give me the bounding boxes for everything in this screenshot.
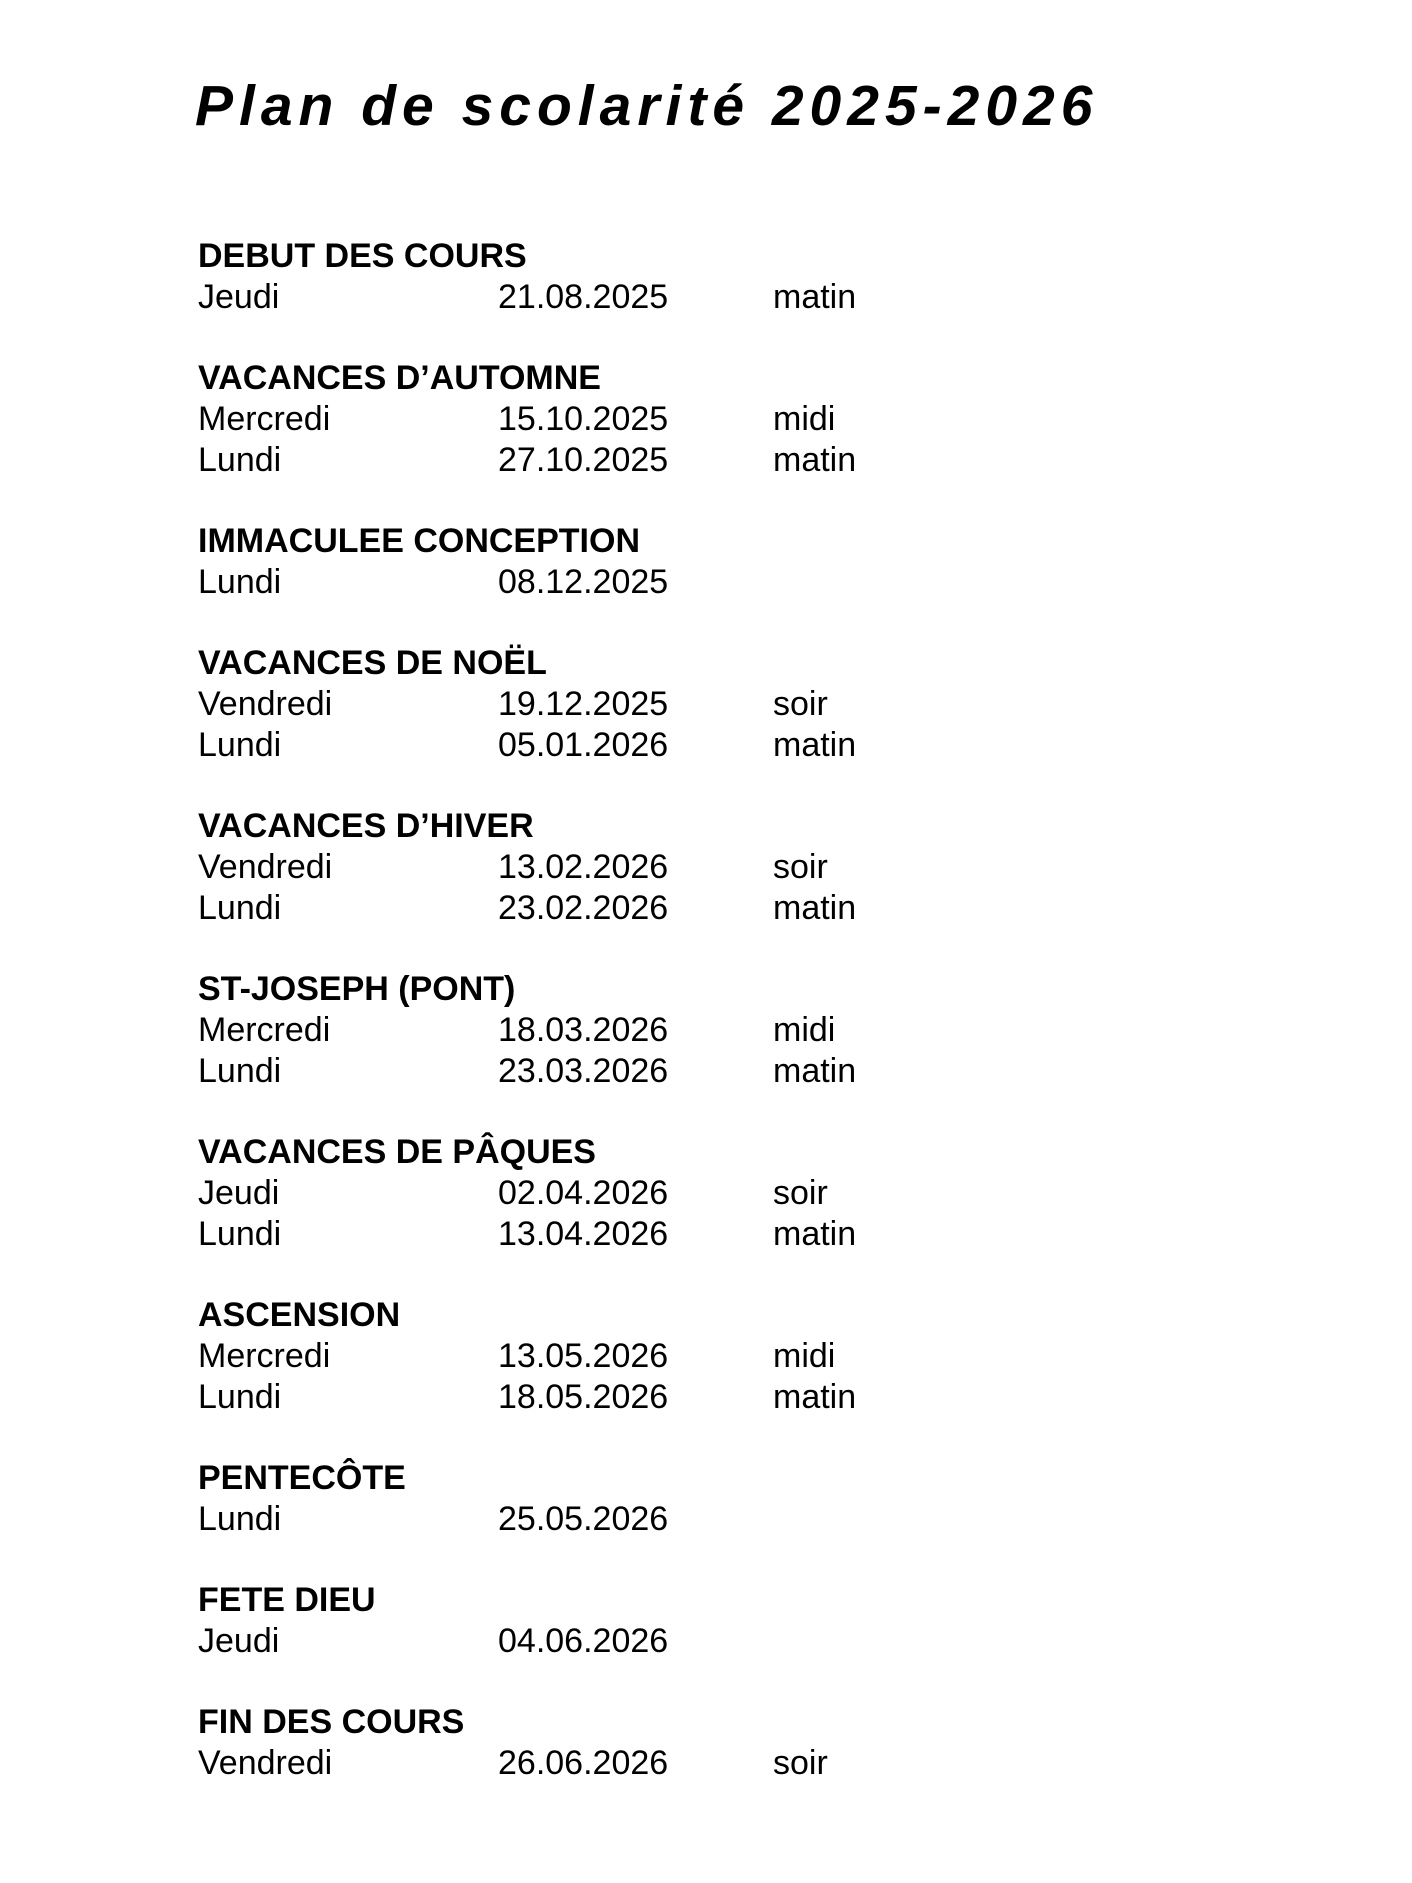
schedule-entry [198,562,1098,603]
schedule-entry [198,277,1098,318]
entry-day: Lundi [198,726,282,764]
entry-date: 27.10.2025 [498,441,669,479]
entry-day: Lundi [198,441,282,479]
entry-date: 23.02.2026 [498,889,669,927]
schedule-section [198,1458,1098,1540]
entry-date: 26.06.2026 [498,1744,669,1782]
entry-date: 23.03.2026 [498,1052,669,1090]
entry-day: Mercredi [198,1011,331,1049]
entry-date: 02.04.2026 [498,1174,669,1212]
schedule-entry [198,399,1098,440]
schedule-section [198,806,1098,929]
entry-date: 15.10.2025 [498,400,669,438]
schedule-entry [198,1336,1098,1377]
entry-date: 21.08.2025 [498,278,669,316]
section-heading: VACANCES D’HIVER [198,807,534,845]
entry-day: Mercredi [198,1337,331,1375]
schedule-entry [198,1499,1098,1540]
entry-day: Vendredi [198,685,333,723]
schedule-section [198,1295,1098,1418]
section-heading: FETE DIEU [198,1581,376,1619]
schedule-entry [198,1743,1098,1784]
entry-day: Mercredi [198,400,331,438]
schedule-entry [198,684,1098,725]
entry-date: 18.03.2026 [498,1011,669,1049]
entry-time [773,562,973,603]
entry-time [773,1621,973,1662]
section-heading: IMMACULEE CONCEPTION [198,522,640,560]
section-heading: DEBUT DES COURS [198,237,527,275]
entry-time: matin [773,1052,857,1090]
entry-time: soir [773,848,828,886]
entry-date: 19.12.2025 [498,685,669,723]
schedule-section [198,1132,1098,1255]
entry-day: Jeudi [198,278,280,316]
entry-date: 13.02.2026 [498,848,669,886]
section-heading: PENTECÔTE [198,1459,406,1497]
schedule-entry [198,1214,1098,1255]
entry-time: matin [773,278,857,316]
section-heading: FIN DES COURS [198,1703,465,1741]
entry-date: 05.01.2026 [498,726,669,764]
schedule-entry [198,1010,1098,1051]
entry-time: midi [773,1337,836,1375]
entry-day: Lundi [198,889,282,927]
entry-day: Vendredi [198,848,333,886]
entry-time: matin [773,441,857,479]
entry-day: Vendredi [198,1744,333,1782]
entry-date: 13.04.2026 [498,1215,669,1253]
section-heading: ASCENSION [198,1296,401,1334]
schedule-entry [198,888,1098,929]
entry-day: Jeudi [198,1174,280,1212]
entry-day: Jeudi [198,1622,280,1660]
entry-date: 18.05.2026 [498,1378,669,1416]
entry-time [773,1499,973,1540]
schedule-entry [198,725,1098,766]
section-heading: VACANCES D’AUTOMNE [198,359,601,397]
entry-day: Lundi [198,1378,282,1416]
schedule-entry [198,440,1098,481]
schedule-list [198,236,1098,1824]
entry-date: 13.05.2026 [498,1337,669,1375]
section-heading: VACANCES DE PÂQUES [198,1133,596,1171]
entry-time: soir [773,1174,828,1212]
entry-day: Lundi [198,1215,282,1253]
schedule-section [198,1580,1098,1662]
schedule-section [198,969,1098,1092]
entry-time: matin [773,1215,857,1253]
entry-date: 08.12.2025 [498,563,669,601]
entry-day: Lundi [198,1500,282,1538]
entry-date: 04.06.2026 [498,1622,669,1660]
schedule-section [198,358,1098,481]
section-heading: VACANCES DE NOËL [198,644,547,682]
entry-day: Lundi [198,563,282,601]
entry-time: matin [773,726,857,764]
entry-time: midi [773,1011,836,1049]
entry-time: matin [773,1378,857,1416]
schedule-section [198,521,1098,603]
schedule-section [198,1702,1098,1784]
entry-time: soir [773,1744,828,1782]
schedule-entry [198,1051,1098,1092]
schedule-section [198,236,1098,318]
entry-time: soir [773,685,828,723]
section-heading: ST-JOSEPH (PONT) [198,970,516,1008]
entry-day: Lundi [198,1052,282,1090]
entry-date: 25.05.2026 [498,1500,669,1538]
entry-time: matin [773,889,857,927]
schedule-section [198,643,1098,766]
schedule-entry [198,1621,1098,1662]
page-title: Plan de scolarité 2025-2026 [195,74,1099,138]
entry-time: midi [773,400,836,438]
schedule-entry [198,847,1098,888]
schedule-entry [198,1377,1098,1418]
schedule-entry [198,1173,1098,1214]
